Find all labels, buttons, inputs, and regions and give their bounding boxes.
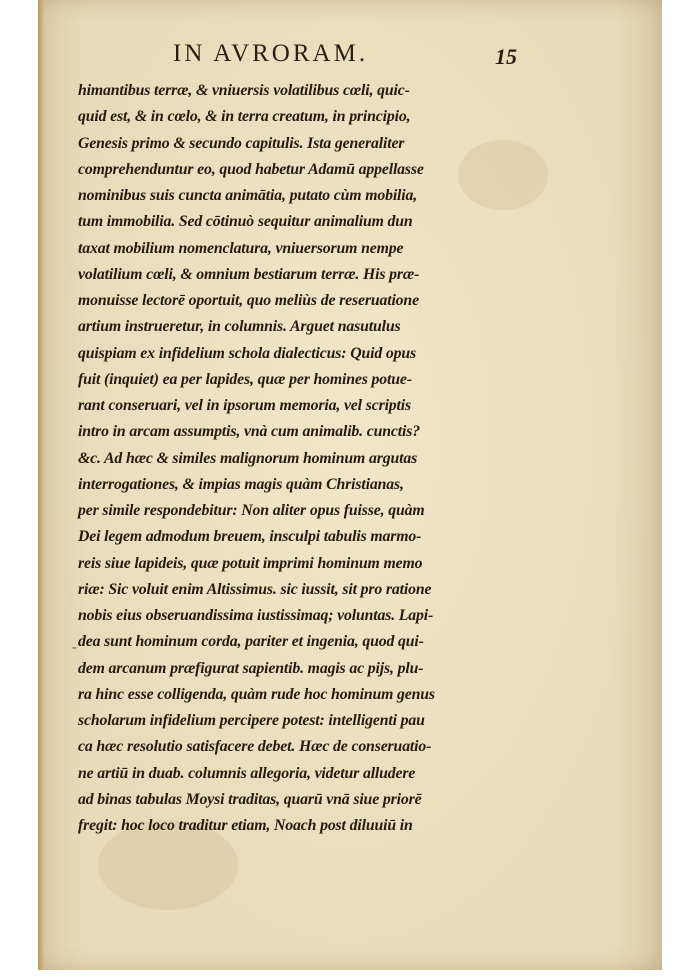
- margin-mark: -: [72, 640, 77, 655]
- page-header: [38, 34, 662, 74]
- text-line: intro in arcam assumptis, vnà cum animalib. cunctis?: [78, 423, 420, 441]
- text-line: nominibus suis cuncta animātia, putato cùm mobilia,: [78, 187, 418, 204]
- text-line: per simile respondebitur: Non aliter opus fuisse, quàm: [78, 502, 425, 519]
- text-line: quid est, & in cœlo, & in terra creatum, in principio,: [78, 108, 411, 126]
- text-line: quispiam ex infidelium schola dialecticus: Quid opus: [78, 344, 417, 362]
- text-line: ne artiū in duab. columnis allegoria, videtur alludere: [78, 764, 416, 782]
- text-line: rant conseruari, vel in ipsorum memoria, vel scriptis: [78, 397, 412, 414]
- text-line: nobis eius obseruandissima iustissimaq; voluntas. Lapi-: [78, 607, 434, 624]
- text-line: artium instrueretur, in columnis. Arguet nasutulus: [78, 318, 401, 336]
- text-line: tum immobilia. Sed cōtinuò sequitur animalium dun: [78, 213, 413, 231]
- text-line: &c. Ad hæc & similes malignorum hominum argutas: [78, 449, 418, 467]
- page-number: 15: [495, 44, 517, 69]
- text-line: volatilium cœli, & omnium bestiarum terræ. His præ-: [78, 265, 420, 283]
- text-line: taxat mobilium nomenclatura, vniuersorum nempe: [78, 239, 404, 257]
- body-text: [78, 78, 518, 839]
- text-line: himantibus terræ, & vniuersis volatilibus cœli, quic-: [78, 82, 410, 99]
- page-gutter-shadow: [38, 0, 44, 970]
- text-line: reis siue lapideis, quæ potuit imprimi hominum memo: [78, 554, 423, 572]
- text-line: ad binas tabulas Moysi traditas, quarū vnā siue priorē: [78, 790, 422, 808]
- text-line: Genesis primo & secundo capitulis. Ista generaliter: [78, 134, 405, 152]
- text-line: fregit: hoc loco traditur etiam, Noach post diluuiū in: [78, 817, 413, 834]
- text-line: ca hæc resolutio satisfacere debet. Hæc de conseruatio-: [78, 738, 432, 756]
- text-line: monuisse lectorē oportuit, quo meliùs de reseruatione: [78, 292, 419, 309]
- text-line: interrogationes, & impias magis quàm Christianas,: [78, 475, 404, 493]
- text-line: dem arcanum præfigurat sapientib. magis ac pijs, plu-: [78, 659, 424, 677]
- text-line: scholarum infidelium percipere potest: intelligenti pau: [78, 712, 425, 729]
- text-line: Dei legem admodum breuem, insculpi tabulis marmo-: [78, 528, 422, 546]
- text-line: ra hinc esse colligenda, quàm rude hoc hominum genus: [78, 685, 435, 703]
- text-line: dea sunt hominum corda, pariter et ingenia, quod qui-: [78, 633, 424, 651]
- running-title: IN AVRORAM.: [173, 40, 369, 67]
- book-page: [38, 0, 662, 970]
- text-line: comprehenduntur eo, quod habetur Adamū appellasse: [78, 160, 424, 178]
- text-line: riæ: Sic voluit enim Altissimus. sic iussit, sit pro ratione: [78, 580, 432, 598]
- text-line: fuit (inquiet) ea per lapides, quæ per homines potue-: [78, 370, 412, 388]
